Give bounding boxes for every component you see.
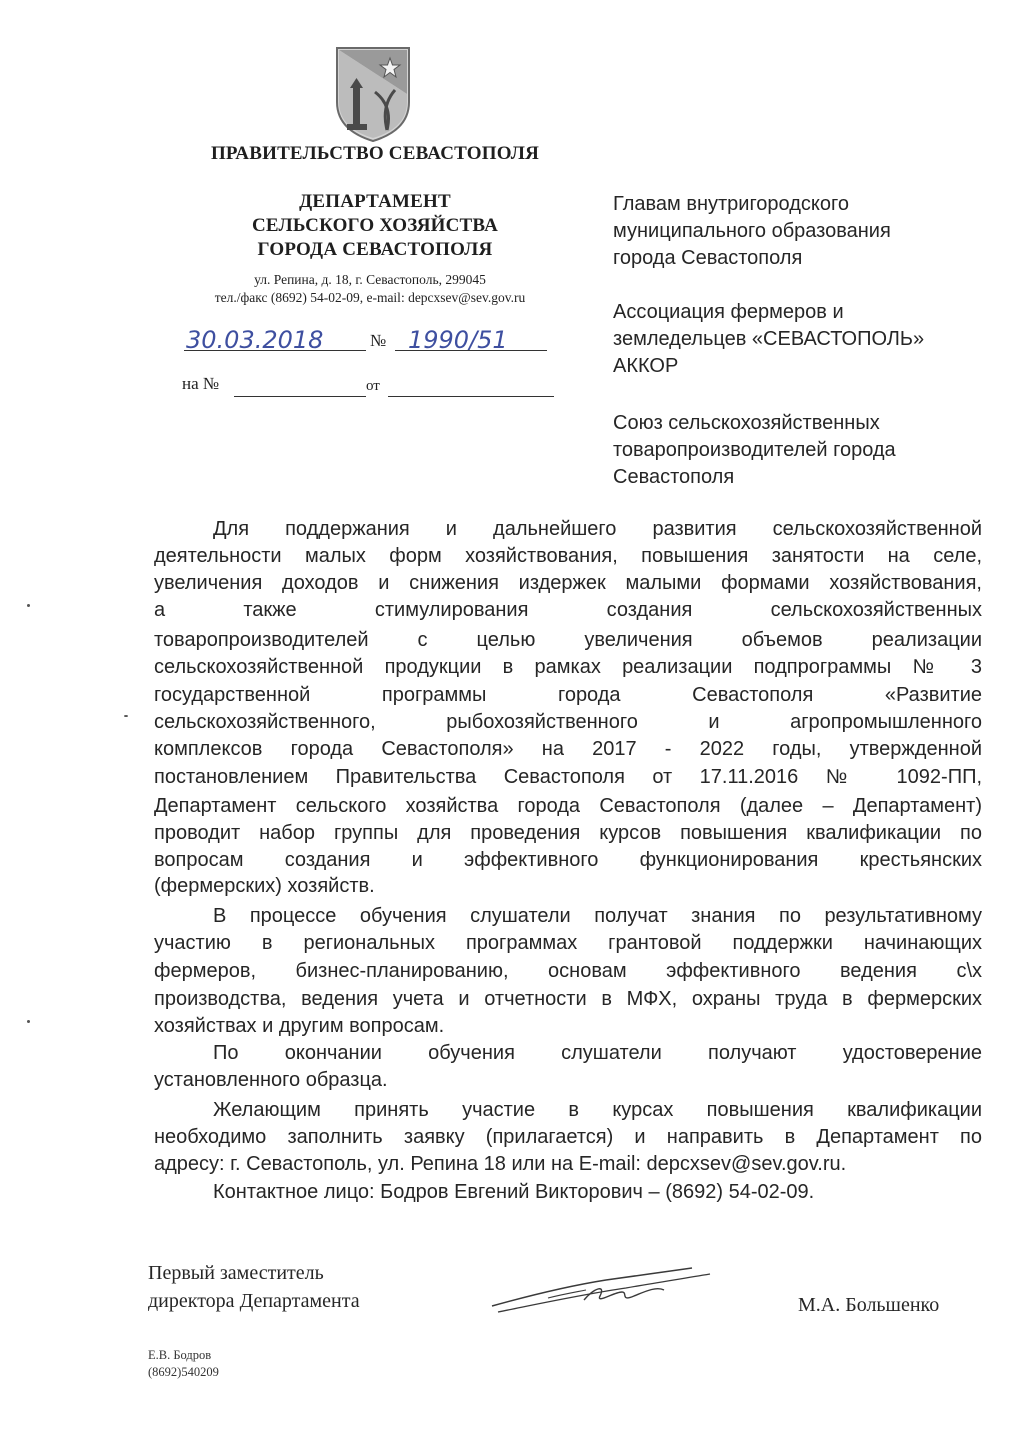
department-contacts: тел./факс (8692) 54-02-09, e-mail: depcxsev@sev.gov.ru [214,290,526,305]
signatory-title [148,1259,360,1315]
handwritten-signature [488,1262,718,1320]
body-line: а также стимулирования создания сельскохозяйственных [154,599,982,621]
body-line: участию в региональных программах грантовой поддержки начинающих [154,932,982,954]
scan-speck [124,715,128,717]
body-line: Желающим принять участие в курсах повышения квалификации [213,1099,982,1121]
executor-phone: (8692)540209 [148,1365,219,1379]
signatory-title-line: директора Департамента [148,1290,360,1312]
department-title-line: ДЕПАРТАМЕНТ [299,191,451,212]
body-line: Контактное лицо: Бодров Евгений Викторович – (8692) 54-02-09. [213,1181,815,1203]
body-line: установленного образца. [154,1069,388,1091]
registration-number: 1990/51 [408,326,508,354]
body-line: товаропроизводителей с целью увеличения объемов реализации [154,629,982,651]
body-line: необходимо заполнить заявку (прилагается) и направить в Департамент по [154,1126,982,1148]
addressee-line: Главам внутригородского [613,193,849,215]
body-line: проводит набор группы для проведения курсов повышения квалификации по [154,822,982,844]
registration-number-label: № [370,331,387,350]
registration-date: 30.03.2018 [186,326,324,354]
addressee-line: АККОР [613,355,679,377]
scan-speck [27,1020,30,1023]
addressee-block [613,299,924,380]
date-underline [184,350,366,351]
reply-date-underline [388,396,554,397]
signatory-name: М.А. Большенко [798,1294,940,1316]
body-line: производства, ведения учета и отчетности в МФХ, охраны труда в фермерских [154,988,982,1010]
government-title: ПРАВИТЕЛЬСТВО СЕВАСТОПОЛЯ [210,143,540,164]
addressee-line: земледельцев «СЕВАСТОПОЛЬ» [613,328,925,350]
addressee-block [613,191,891,272]
body-line: Департамент сельского хозяйства города Севастополя (далее – Департамент) [154,795,982,817]
body-line: сельскохозяйственного, рыбохозяйственного и агропромышленного [154,711,982,733]
scan-speck [27,604,30,607]
body-line: вопросам создания и эффективного функционирования крестьянских [154,849,982,871]
body-line: По окончании обучения слушатели получают удостоверение [213,1042,982,1064]
department-address: ул. Репина, д. 18, г. Севастополь, 299045 [254,272,486,287]
addressee-line: Севастополя [613,466,735,488]
body-line: сельскохозяйственной продукции в рамках реализации подпрограммы № 3 [154,656,982,678]
number-underline [395,350,547,351]
addressee-line: Ассоциация фермеров и [613,301,844,323]
reply-number-underline [234,396,366,397]
body-line: Для поддержания и дальнейшего развития сельскохозяйственной [213,518,982,540]
department-title [180,190,570,262]
addressee-block [613,410,896,491]
reply-reference-label: на № [182,374,220,393]
body-line: В процессе обучения слушатели получат знания по результативному [213,905,982,927]
executor-info [148,1347,219,1381]
body-line: государственной программы города Севастополя «Развитие [154,684,982,706]
department-title-line: СЕЛЬСКОГО ХОЗЯЙСТВА [251,215,499,236]
signatory-title-line: Первый заместитель [148,1262,324,1284]
body-line: фермеров, бизнес-планированию, основам эффективного ведения с\х [154,960,982,982]
reply-from-label: от [366,378,380,394]
addressee-line: товаропроизводителей города [613,439,896,461]
body-line: деятельности малых форм хозяйствования, повышения занятости на селе, [154,545,982,567]
body-line: увеличения доходов и снижения издержек малыми формами хозяйствования, [154,572,982,594]
department-title-line: ГОРОДА СЕВАСТОПОЛЯ [257,239,493,260]
body-line: (фермерских) хозяйств. [154,875,375,897]
addressee-line: города Севастополя [613,247,803,269]
body-line: комплексов города Севастополя» на 2017 - 2022 годы, утвержденной [154,738,982,760]
body-line: постановлением Правительства Севастополя от 17.11.2016 № 1092-ПП, [154,766,982,788]
coat-of-arms-icon [333,44,413,144]
body-line: хозяйствах и другим вопросам. [154,1015,445,1037]
addressee-line: Союз сельскохозяйственных [613,412,880,434]
body-line: адресу: г. Севастополь, ул. Репина 18 или на E-mail: depcxsev@sev.gov.ru. [154,1153,847,1175]
executor-name: Е.В. Бодров [148,1348,212,1362]
addressee-line: муниципального образования [613,220,891,242]
